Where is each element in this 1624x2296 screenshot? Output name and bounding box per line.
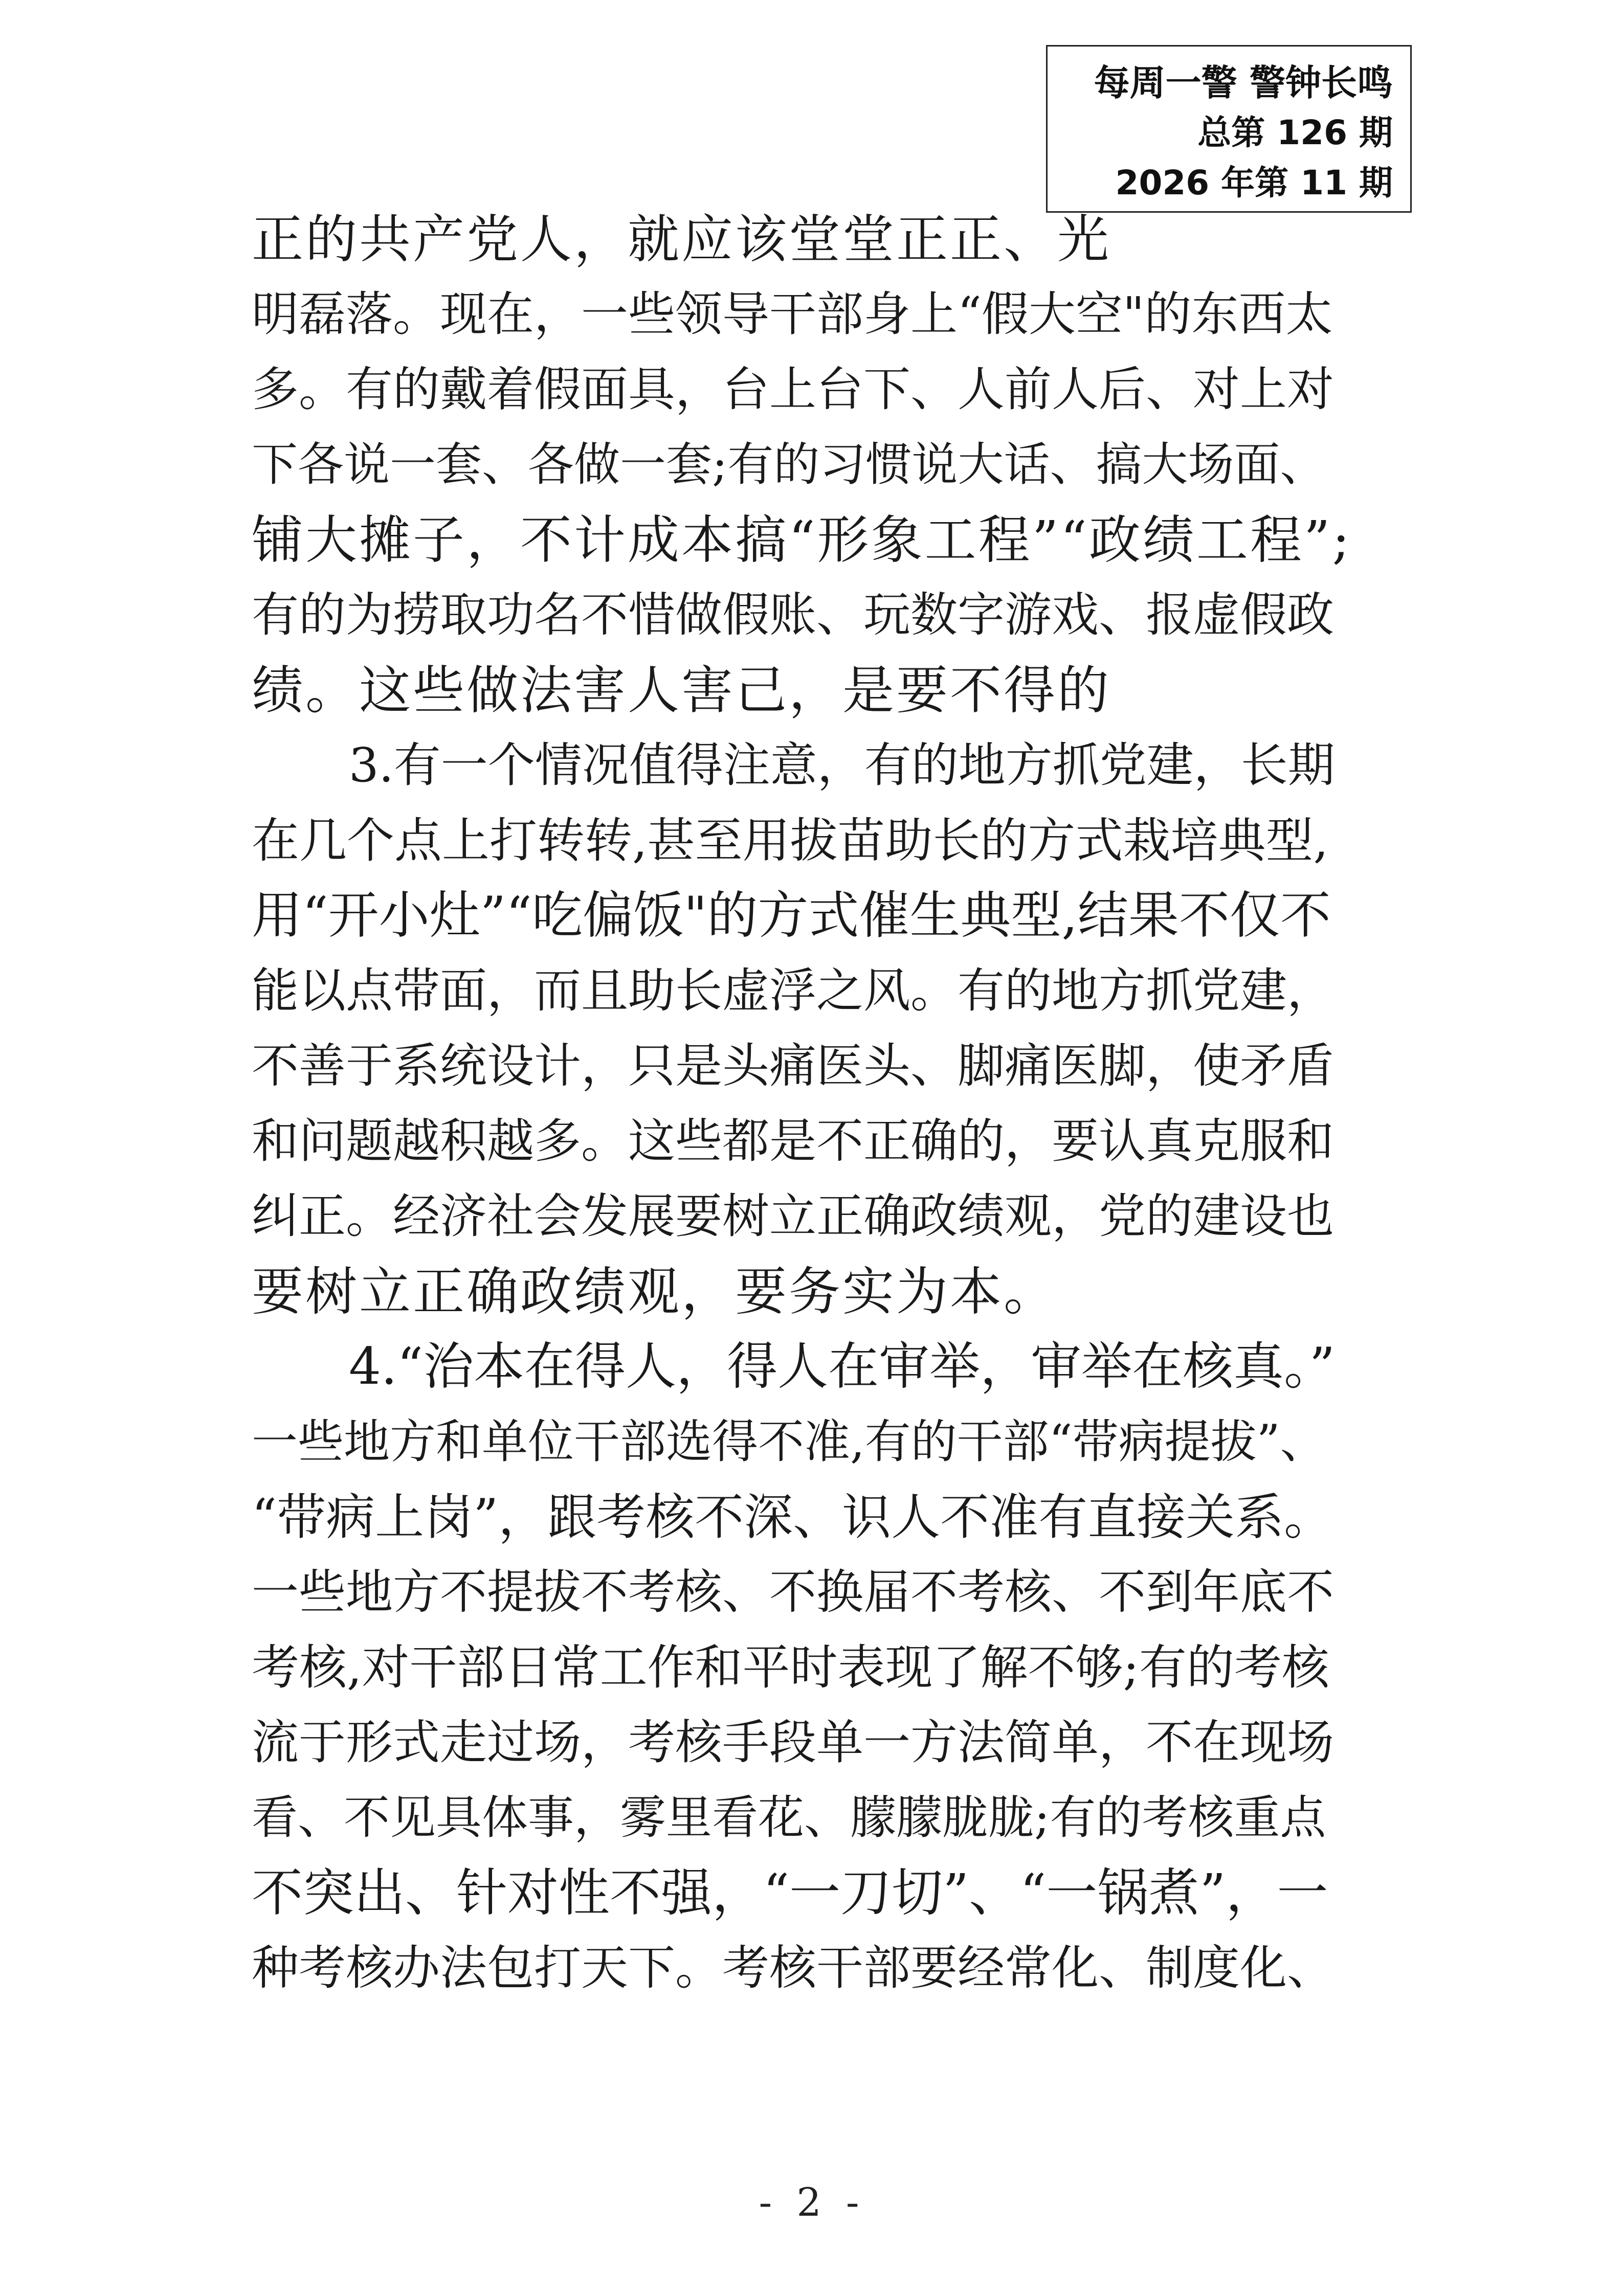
text-line: 用“开小灶”“吃偏饭"的方式催生典型,结果不仅不 bbox=[252, 886, 1331, 945]
text-line: 在几个点上打转转,甚至用拔苗助长的方式栽培典型, bbox=[252, 813, 1329, 868]
text-line: 能以点带面，而且助长虚浮之风。有的地方抓党建， bbox=[252, 963, 1334, 1018]
text-line: “带病上岗”，跟考核不深、识人不准有直接关系。 bbox=[252, 1489, 1333, 1546]
text-line: 明磊落。现在，一些领导干部身上“假大空"的东西太 bbox=[252, 287, 1333, 342]
page-number: - 2 - bbox=[759, 2179, 865, 2225]
text-line: 下各说一套、各做一套;有的习惯说大话、搞大场面、 bbox=[252, 438, 1326, 491]
issue-header-box bbox=[1046, 45, 1412, 213]
text-line: 正的共产党人，就应该堂堂正正、光 bbox=[252, 209, 1111, 269]
paragraph-3-start: 3.有一个情况值得注意，有的地方抓党建，长期 bbox=[349, 738, 1335, 793]
text-line: 不善于系统设计，只是头痛医头、脚痛医脚，使矛盾 bbox=[252, 1039, 1334, 1093]
text-line: 有的为捞取功名不惜做假账、玩数字游戏、报虚假政 bbox=[252, 588, 1334, 642]
paragraph-4-start: 4.“治本在得人，得人在审举，审举在核真。” bbox=[349, 1337, 1336, 1396]
text-line: 种考核办法包打天下。考核干部要经常化、制度化、 bbox=[252, 1941, 1334, 1995]
text-line: 不突出、针对性不强，“一刀切”、“一锅煮”，一 bbox=[252, 1863, 1328, 1923]
year-issue-number: 2026 年第 11 期 bbox=[1115, 163, 1393, 202]
text-line: 流于形式走过场，考核手段单一方法简单，不在现场 bbox=[252, 1715, 1334, 1770]
text-line: 要树立正确政绩观，要务实为本。 bbox=[252, 1262, 1058, 1322]
text-line: 看、不见具体事，雾里看花、朦朦胧胧;有的考核重点 bbox=[252, 1791, 1326, 1844]
text-line: 一些地方不提拔不考核、不换届不考核、不到年底不 bbox=[252, 1565, 1334, 1619]
text-line: 绩。这些做法害人害己，是要不得的 bbox=[252, 660, 1111, 721]
text-line: 铺大摊子，不计成本搞“形象工程”“政绩工程”; bbox=[252, 510, 1352, 570]
text-line: 多。有的戴着假面具，台上台下、人前人后、对上对 bbox=[252, 362, 1334, 417]
text-line: 纠正。经济社会发展要树立正确政绩观，党的建设也 bbox=[252, 1189, 1334, 1244]
text-line: 一些地方和单位干部选得不准,有的干部“带病提拔”、 bbox=[252, 1415, 1326, 1469]
total-issue-number: 总第 126 期 bbox=[1197, 113, 1393, 152]
text-line: 和问题越积越多。这些都是不正确的，要认真克服和 bbox=[252, 1114, 1334, 1168]
text-line: 考核,对干部日常工作和平时表现了解不够;有的考核 bbox=[252, 1640, 1329, 1695]
bulletin-title: 每周一警 警钟长鸣 bbox=[1094, 62, 1393, 104]
